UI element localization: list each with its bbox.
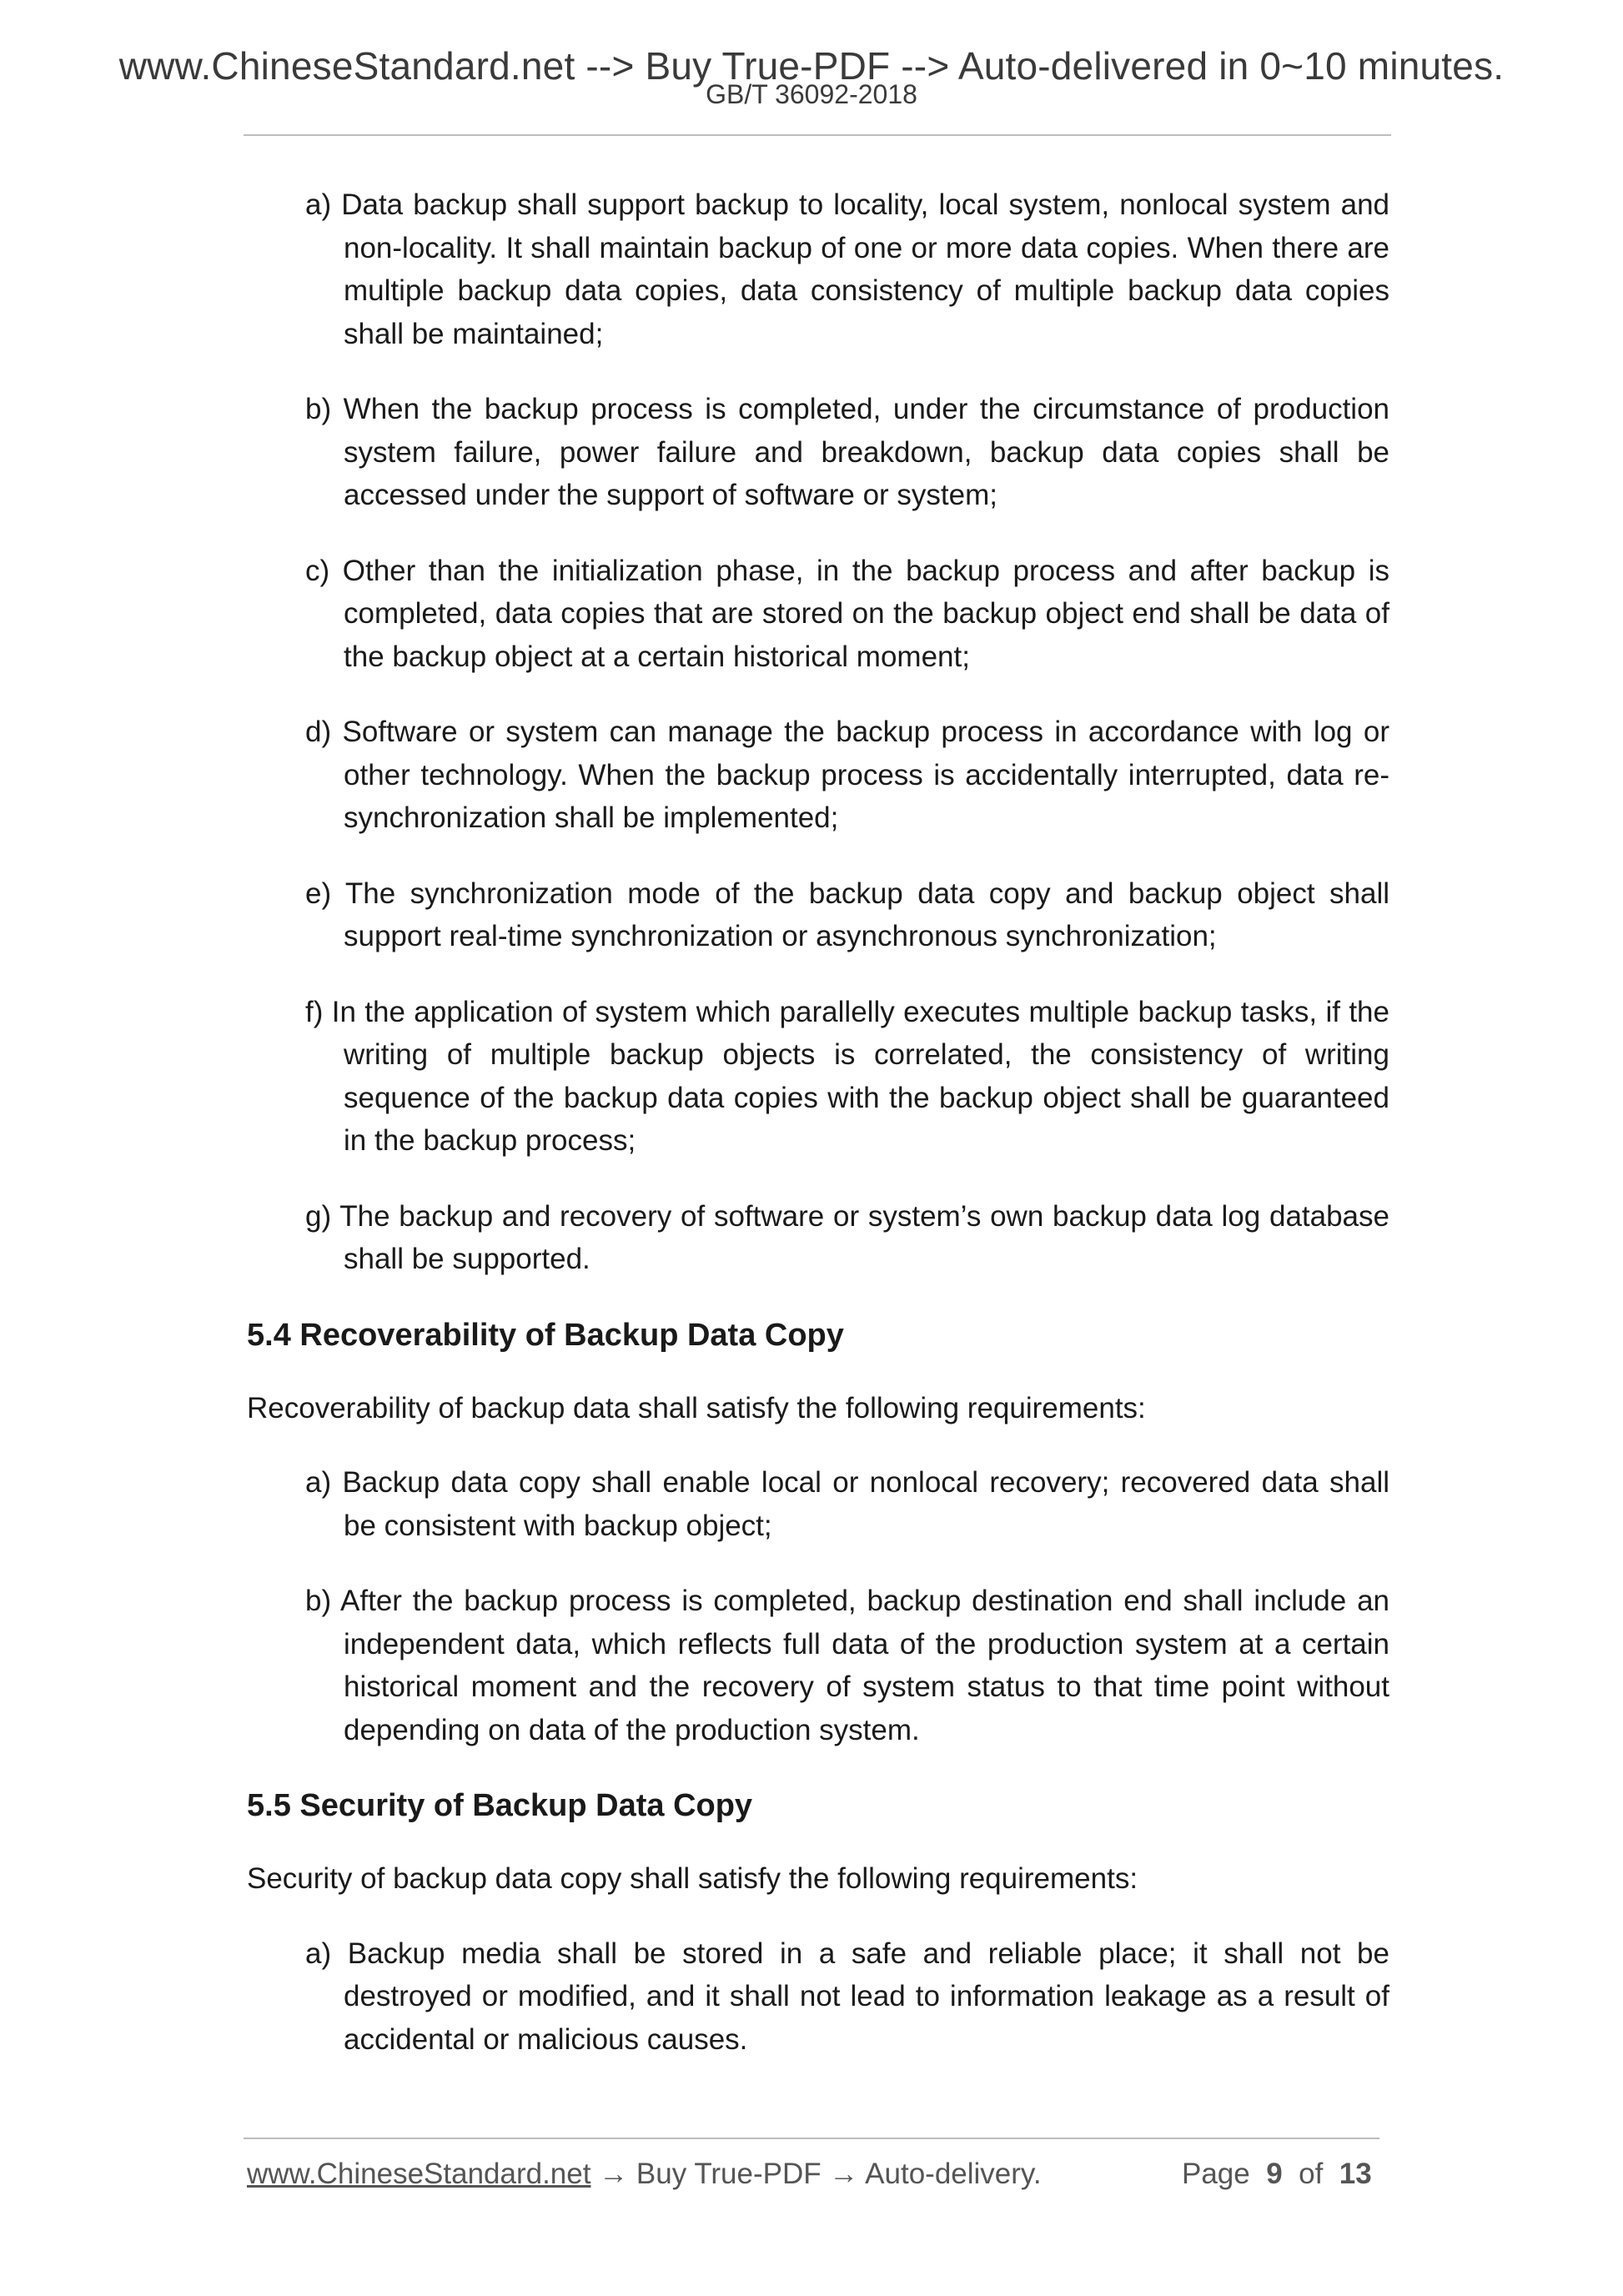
section-heading-5-5: 5.5 Security of Backup Data Copy bbox=[247, 1788, 753, 1823]
list-item: a) Backup data copy shall enable local or nonlocal recovery; recovered data shall be consistent with backup object; bbox=[305, 1466, 1389, 1542]
list-item: a) Data backup shall support backup to locality, local system, nonlocal system and non-locality. It shall maintain backup of one or more data copies. When there are multiple backup data copies, data consistency of multiple backup data copies shall be maintained; bbox=[305, 188, 1389, 350]
page-label: Page bbox=[1182, 2158, 1250, 2190]
footer-promo-text: → Buy True-PDF → Auto-delivery. bbox=[590, 2158, 1042, 2190]
of-label: of bbox=[1299, 2158, 1324, 2190]
document-code: GB/T 36092-2018 bbox=[706, 79, 917, 109]
section-intro-5-5: Security of backup data copy shall satisfy the following requirements: bbox=[247, 1862, 1138, 1895]
page-content bbox=[247, 183, 1389, 2093]
site-banner: www.ChineseStandard.net --> Buy True-PDF --> Auto-delivered in 0~10 minutes. bbox=[118, 44, 1505, 88]
current-page-number: 9 bbox=[1266, 2158, 1283, 2190]
list-item: b) After the backup process is completed, backup destination end shall include an independent data, which reflects full data of the production system at a certain historical moment and the recovery of system status to that time point without depending on data of the production system. bbox=[305, 1585, 1389, 1746]
page-indicator bbox=[1182, 2158, 1372, 2191]
list-item: g) The backup and recovery of software or system’s own backup data log database shall be supported. bbox=[305, 1199, 1389, 1275]
list-item: d) Software or system can manage the backup process in accordance with log or other technology. When the backup process is accidentally interrupted, data re-synchronization shall be implemented; bbox=[305, 716, 1389, 834]
total-page-number: 13 bbox=[1339, 2158, 1372, 2190]
list-item: a) Backup media shall be stored in a safe and reliable place; it shall not be destroyed or modified, and it shall not lead to information leakage as a result of accidental or malicious causes. bbox=[305, 1937, 1389, 2056]
footer-promo bbox=[247, 2158, 1042, 2191]
list-item: e) The synchronization mode of the backup data copy and backup object shall support real-time synchronization or asynchronous synchronization; bbox=[305, 877, 1389, 952]
section-heading-5-4: 5.4 Recoverability of Backup Data Copy bbox=[247, 1317, 844, 1353]
list-item: f) In the application of system which parallelly executes multiple backup tasks, if the writing of multiple backup objects is correlated, the consistency of writing sequence of the backup data copies with the backup object shall be guaranteed in the backup process; bbox=[305, 995, 1389, 1157]
footer-site-link[interactable]: www.ChineseStandard.net bbox=[247, 2158, 591, 2190]
footer-divider bbox=[244, 2138, 1379, 2139]
header-divider bbox=[244, 134, 1391, 136]
list-item: b) When the backup process is completed, under the circumstance of production system failure, power failure and breakdown, backup data copies shall be accessed under the support of software or system; bbox=[305, 393, 1389, 511]
section-intro-5-4: Recoverability of backup data shall satisfy the following requirements: bbox=[247, 1391, 1146, 1424]
list-item: c) Other than the initialization phase, in the backup process and after backup is completed, data copies that are stored on the backup object end shall be data of the backup object at a certain historical moment; bbox=[305, 554, 1389, 673]
